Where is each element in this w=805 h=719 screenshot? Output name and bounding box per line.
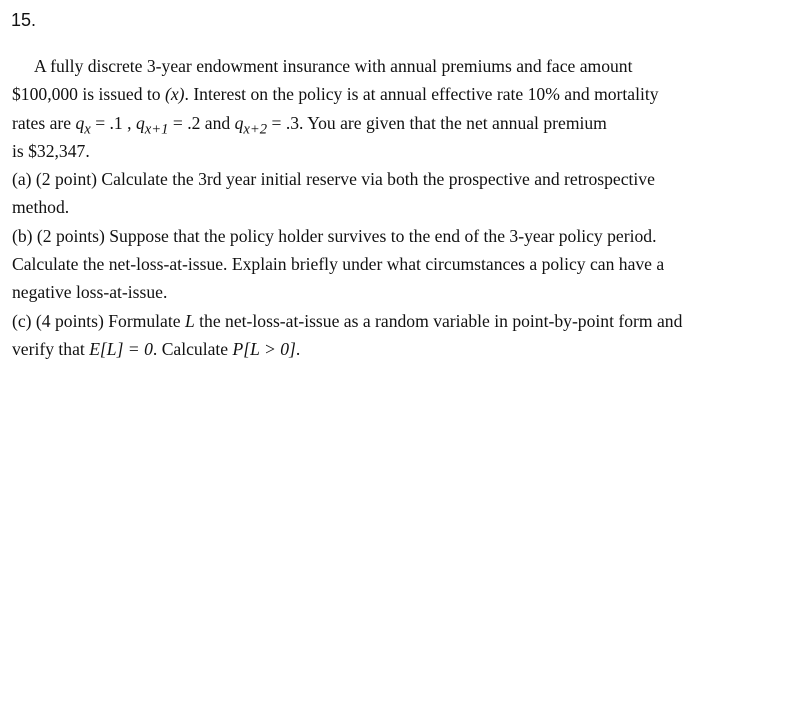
part-a-line-1: (a) (2 point) Calculate the 3rd year initial reserve via both the prospective and retrospective: [12, 169, 655, 190]
intro-line-3: rates are $q_x = .1$ , $q_{x+1} = .2$ and $q_{x+2} = .3$. You are given that the net annual premium: [12, 112, 607, 138]
policyholder-variable: (x): [164, 84, 185, 105]
intro-line-2: $100,000 is issued to (x). Interest on the policy is at annual effective rate 10% and mortality: [12, 84, 659, 105]
problem-number: 15.: [11, 10, 37, 30]
part-b-line-3: negative loss-at-issue.: [12, 282, 168, 303]
part-c-line-1: (c) (4 points) Formulate L the net-loss-at-issue as a random variable in point-by-point form and: [12, 310, 683, 331]
part-a-line-2: method.: [12, 197, 70, 218]
problem-text: [12, 52, 782, 363]
probability-formula: P[L > 0]: [232, 338, 296, 359]
mortality-qx: $q_x = .1$: [75, 112, 123, 138]
intro-line-4: is $32,347.: [12, 140, 90, 161]
part-c-line-2: verify that E[L] = 0. Calculate P[L > 0].: [12, 338, 301, 359]
loss-variable: L: [184, 310, 195, 331]
mortality-qx1: $q_{x+1} = .2$: [135, 112, 201, 138]
expectation-formula: E[L] = 0: [89, 338, 153, 359]
part-b-line-2: Calculate the net-loss-at-issue. Explain briefly under what circumstances a policy can have a: [12, 254, 665, 275]
part-b-line-1: (b) (2 points) Suppose that the policy holder survives to the end of the 3-year policy period.: [12, 225, 657, 246]
intro-line-1: A fully discrete 3-year endowment insurance with annual premiums and face amount: [34, 56, 633, 76]
mortality-qx2: $q_{x+2} = .3$: [234, 112, 300, 138]
